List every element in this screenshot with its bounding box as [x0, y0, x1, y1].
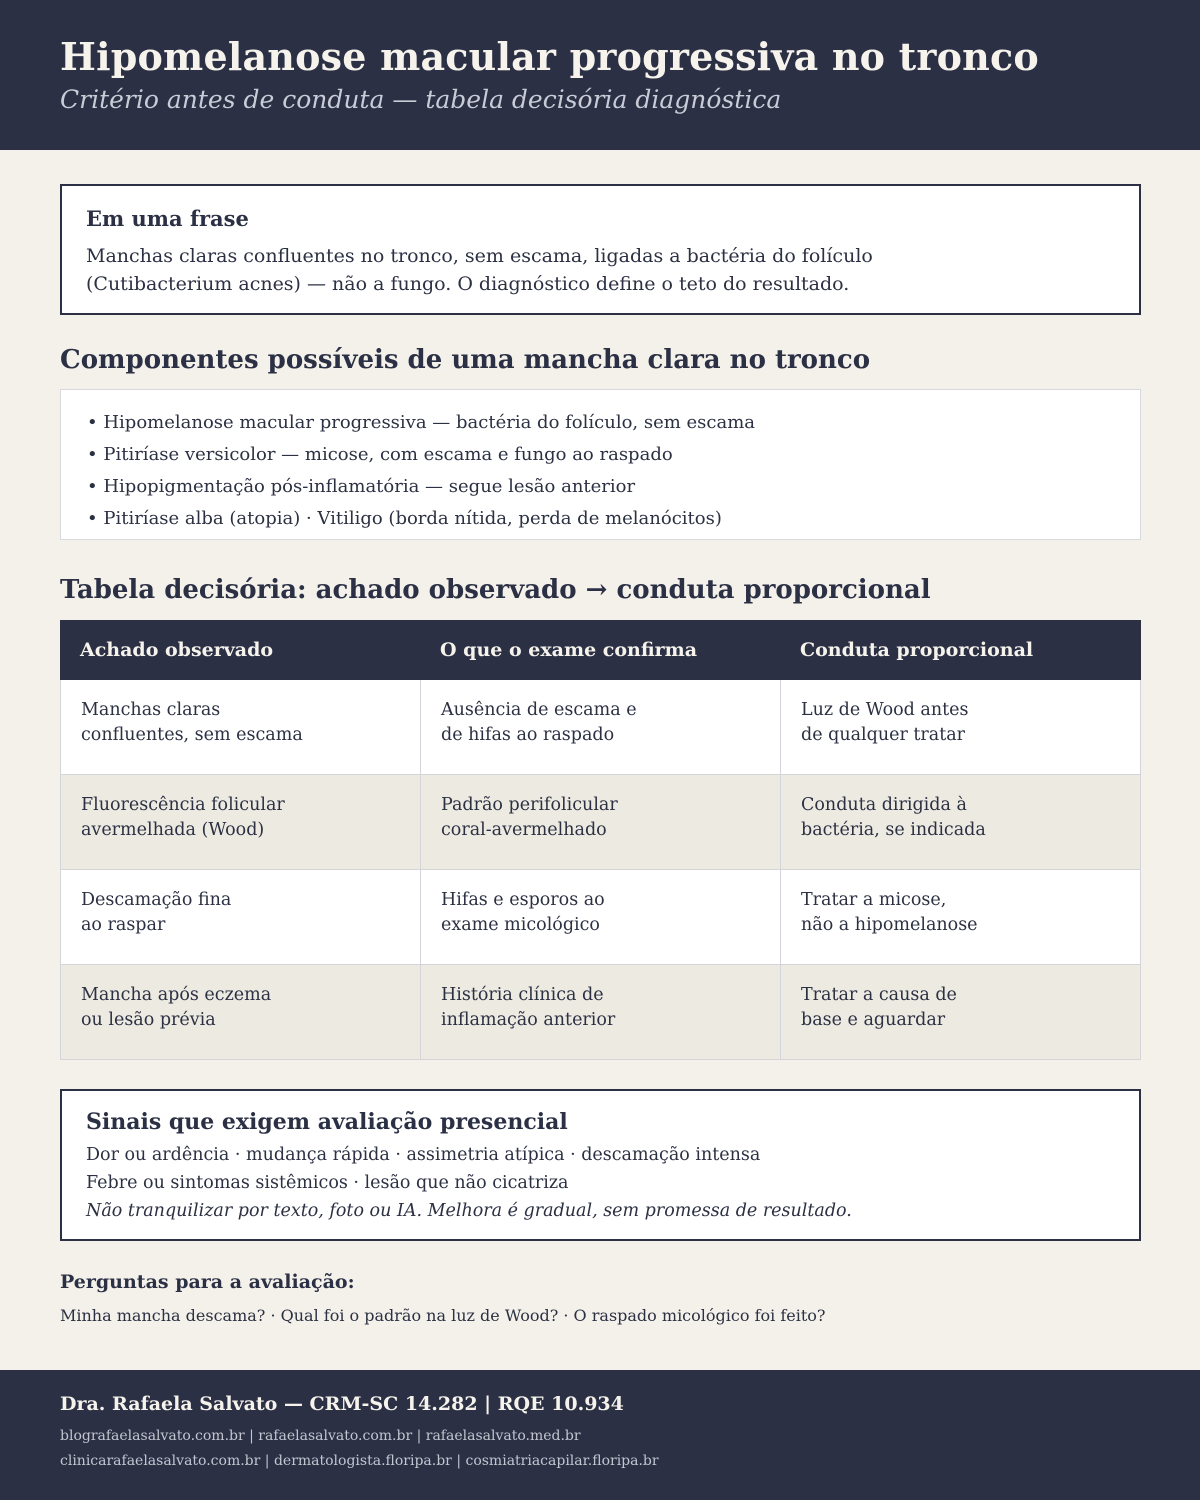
table-cell: Padrão perifolicular coral-avermelhado: [420, 775, 780, 869]
list-item: • Hipomelanose macular progressiva — bactéria do folículo, sem escama: [87, 407, 1114, 439]
warning-heading: Sinais que exigem avaliação presencial: [86, 1109, 568, 1135]
table-cell: Conduta dirigida à bactéria, se indicada: [780, 775, 1141, 869]
page-header: [0, 0, 1200, 150]
questions-section: [60, 1268, 1141, 1328]
table-cell: Hifas e esporos ao exame micológico: [420, 870, 780, 964]
column-header: Conduta proporcional: [800, 639, 1034, 661]
table-cell: Luz de Wood antes de qualquer tratar: [780, 680, 1141, 774]
decision-table: [60, 620, 1141, 1060]
table-row: [60, 965, 1141, 1060]
table-cell: Manchas claras confluentes, sem escama: [60, 680, 420, 774]
table-cell: Ausência de escama e de hifas ao raspado: [420, 680, 780, 774]
table-cell: Mancha após eczema ou lesão prévia: [60, 965, 420, 1059]
questions-text: Minha mancha descama? · Qual foi o padrão na luz de Wood? · O raspado micológico foi feito?: [60, 1306, 826, 1325]
summary-heading: Em uma frase: [86, 206, 249, 231]
table-row: [60, 870, 1141, 965]
table-header-row: [60, 620, 1141, 680]
components-box: [60, 389, 1141, 540]
table-cell: História clínica de inflamação anterior: [420, 965, 780, 1059]
column-header: Achado observado: [80, 639, 274, 661]
page-footer: [0, 1370, 1200, 1500]
list-item: • Hipopigmentação pós-inflamatória — segue lesão anterior: [87, 471, 1114, 503]
column-header: O que o exame confirma: [440, 639, 698, 661]
questions-heading: Perguntas para a avaliação:: [60, 1271, 355, 1293]
table-cell: Tratar a causa de base e aguardar: [780, 965, 1141, 1059]
list-item: • Pitiríase alba (atopia) · Vitiligo (borda nítida, perda de melanócitos): [87, 503, 1114, 535]
footer-links-2: clinicarafaelasalvato.com.br | dermatologista.floripa.br | cosmiatriacapilar.floripa.br: [60, 1453, 659, 1469]
page-title: Hipomelanose macular progressiva no tronco: [60, 34, 1039, 79]
list-item: • Pitiríase versicolor — micose, com escama e fungo ao raspado: [87, 439, 1114, 471]
table-cell: Fluorescência folicular avermelhada (Wood): [60, 775, 420, 869]
table-cell: Descamação fina ao raspar: [60, 870, 420, 964]
footer-links-1: blografaelasalvato.com.br | rafaelasalvato.com.br | rafaelasalvato.med.br: [60, 1428, 581, 1444]
components-heading: Componentes possíveis de uma mancha clara no tronco: [60, 345, 871, 375]
summary-box: [60, 184, 1141, 315]
summary-line-1: Manchas claras confluentes no tronco, sem escama, ligadas a bactéria do folículo: [86, 245, 873, 267]
table-cell: Tratar a micose, não a hipomelanose: [780, 870, 1141, 964]
summary-text: [86, 242, 1115, 298]
components-list: [87, 407, 1114, 535]
table-heading: Tabela decisória: achado observado → conduta proporcional: [60, 575, 931, 605]
warning-note: Não tranquilizar por texto, foto ou IA. Melhora é gradual, sem promessa de resultado.: [86, 1201, 852, 1221]
warning-line-2: Febre ou sintomas sistêmicos · lesão que não cicatriza: [86, 1173, 569, 1193]
warning-line-1: Dor ou ardência · mudança rápida · assimetria atípica · descamação intensa: [86, 1145, 761, 1165]
summary-line-2: (Cutibacterium acnes) — não a fungo. O diagnóstico define o teto do resultado.: [86, 273, 850, 295]
table-row: [60, 775, 1141, 870]
table-row: [60, 680, 1141, 775]
page-subtitle: Critério antes de conduta — tabela decisória diagnóstica: [60, 85, 782, 114]
doctor-credentials: Dra. Rafaela Salvato — CRM-SC 14.282 | RQE 10.934: [60, 1393, 624, 1415]
warning-box: [60, 1089, 1141, 1241]
